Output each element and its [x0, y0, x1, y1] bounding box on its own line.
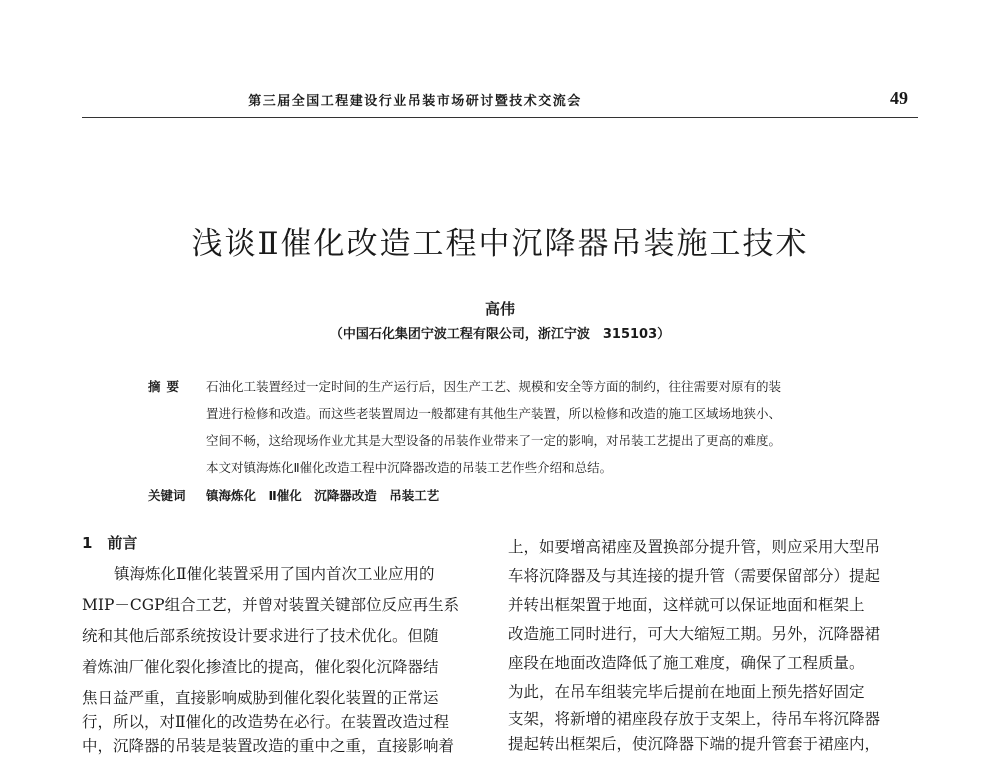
left-column-line: 中，沉降器的吊装是装置改造的重中之重，直接影响着: [82, 737, 455, 755]
right-column-line: 支架，将新增的裙座段存放于支架上，待吊车将沉降器: [508, 710, 881, 728]
abstract-line: 本文对镇海炼化Ⅱ催化改造工程中沉降器改造的吊装工艺作些介绍和总结。: [206, 460, 613, 475]
left-column-line: 行，所以，对Ⅱ催化的改造势在必行。在装置改造过程: [82, 713, 450, 731]
left-column-line: 着炼油厂催化裂化掺渣比的提高，催化裂化沉降器结: [82, 658, 439, 676]
right-column-line: 上，如要增高裙座及置换部分提升管，则应采用大型吊: [508, 538, 881, 556]
section-heading: 1 前言: [82, 534, 138, 552]
left-column-line: 焦日益严重，直接影响威胁到催化裂化装置的正常运: [82, 689, 439, 707]
left-column-line: MIP－CGP组合工艺，并曾对装置关键部位反应再生系: [82, 596, 460, 614]
paper-title: 浅谈Ⅱ催化改造工程中沉降器吊装施工技术: [191, 226, 809, 262]
abstract-line: 置进行检修和改造。而这些老装置周边一般都建有其他生产装置，所以检修和改造的施工区域场地狭小、: [206, 406, 782, 421]
right-column-line: 为此，在吊车组装完毕后提前在地面上预先搭好固定: [508, 683, 865, 701]
keywords-list: 镇海炼化 Ⅱ催化 沉降器改造 吊装工艺: [206, 488, 440, 503]
author-affiliation: （中国石化集团宁波工程有限公司，浙江宁波 315103）: [329, 327, 671, 342]
abstract-line: 石油化工装置经过一定时间的生产运行后，因生产工艺、规模和安全等方面的制约，往往需要对原有的装: [206, 379, 782, 394]
right-column-line: 座段在地面改造降低了施工难度，确保了工程质量。: [508, 654, 865, 672]
author-name: 高伟: [484, 300, 515, 318]
right-column-line: 车将沉降器及与其连接的提升管（需要保留部分）提起: [508, 567, 881, 585]
running-title: 第三届全国工程建设行业吊装市场研讨暨技术交流会: [248, 94, 582, 109]
right-column-line: 并转出框架置于地面，这样就可以保证地面和框架上: [508, 596, 865, 614]
abstract-label: 摘要: [148, 379, 186, 394]
header-rule: [82, 117, 918, 118]
left-column-line: 镇海炼化Ⅱ催化装置采用了国内首次工业应用的: [114, 565, 435, 583]
left-column-line: 统和其他后部系统按设计要求进行了技术优化。但随: [82, 627, 439, 645]
right-column-line: 提起转出框架后，使沉降器下端的提升管套于裙座内，: [508, 735, 881, 753]
keywords-label: 关键词: [148, 488, 186, 503]
page-number: 49: [890, 88, 908, 108]
abstract-line: 空间不畅，这给现场作业尤其是大型设备的吊装作业带来了一定的影响，对吊装工艺提出了更高的难度。: [206, 433, 782, 448]
right-column-line: 改造施工同时进行，可大大缩短工期。另外，沉降器裙: [508, 625, 881, 643]
